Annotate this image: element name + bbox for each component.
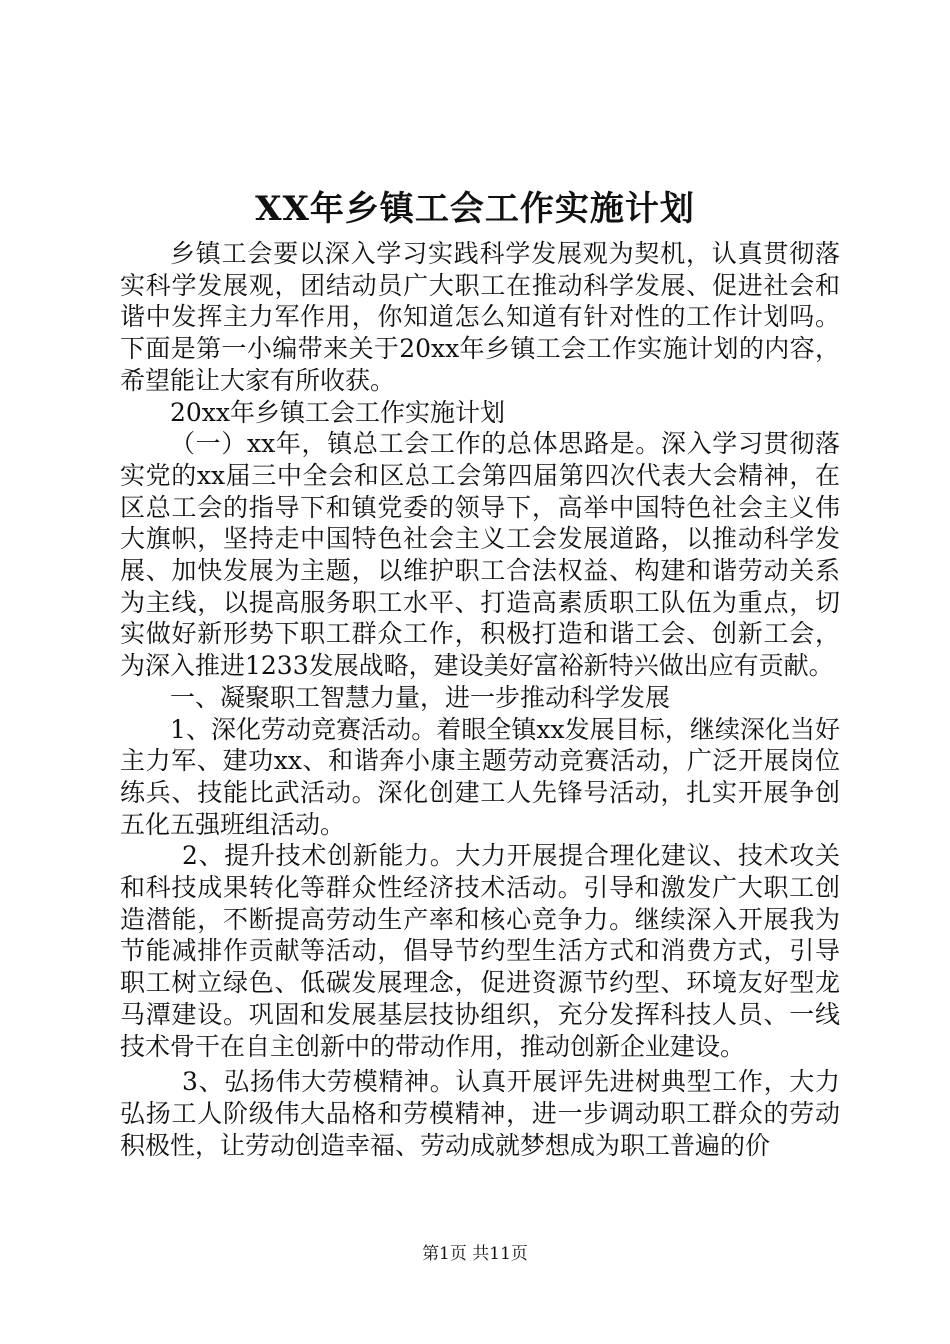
intro-paragraph: 乡镇工会要以深入学习实践科学发展观为契机，认真贯彻落实科学发展观，团结动员广大职工在推动科学发展、促进社会和谐中发挥主力军作用，你知道怎么知道有针对性的工作计划吗。下面是第一小编带来关于20xx年乡镇工会工作实施计划的内容，希望能让大家有所收获。 xyxy=(120,239,840,395)
item-3-paragraph: 3、弘扬伟大劳模精神。认真开展评先进树典型工作，大力弘扬工人阶级伟大品格和劳模精神，进一步调动职工群众的劳动积极性，让劳动创造幸福、劳动成就梦想成为职工普遍的价 xyxy=(120,1067,840,1160)
document-title: XX年乡镇工会工作实施计划 xyxy=(255,189,695,229)
subtitle-paragraph: 20xx年乡镇工会工作实施计划 xyxy=(170,397,506,427)
section-heading: 一、凝聚职工智慧力量，进一步推动科学发展 xyxy=(170,682,671,712)
overview-paragraph: （一）xx年，镇总工会工作的总体思路是。深入学习贯彻落实党的xx届三中全会和区总工会第四届第四次代表大会精神，在区总工会的指导下和镇党委的领导下，高举中国特色社会主义伟大旗帜，坚持走中国特色社会主义工会发展道路，以推动科学发展、加快发展为主题，以维护职工合法权益、构建和谐劳动关系为主线，以提高服务职工水平、打造高素质职工队伍为重点，切实做好新形势下职工群众工作，积极打造和谐工会、创新工会，为深入推进1233发展战略，建设美好富裕新特兴做出应有贡献。 xyxy=(120,429,840,681)
document-body xyxy=(120,238,840,1161)
page-footer: 第1页 共11页 xyxy=(422,1244,528,1264)
item-1-paragraph: 1、深化劳动竞赛活动。着眼全镇xx发展目标，继续深化当好主力军、建功xx、和谐奔小康主题劳动竞赛活动，广泛开展岗位练兵、技能比武活动。深化创建工人先锋号活动，扎实开展争创五化五强班组活动。 xyxy=(120,714,840,839)
item-2-paragraph: 2、提升技术创新能力。大力开展提合理化建议、技术攻关和科技成果转化等群众性经济技术活动。引导和激发广大职工创造潜能，不断提高劳动生产率和核心竞争力。继续深入开展我为节能减排作贡献等活动，倡导节约型生活方式和消费方式，引导职工树立绿色、低碳发展理念，促进资源节约型、环境友好型龙马潭建设。巩固和发展基层技协组织，充分发挥科技人员、一线技术骨干在自主创新中的带动作用，推动创新企业建设。 xyxy=(120,841,840,1061)
